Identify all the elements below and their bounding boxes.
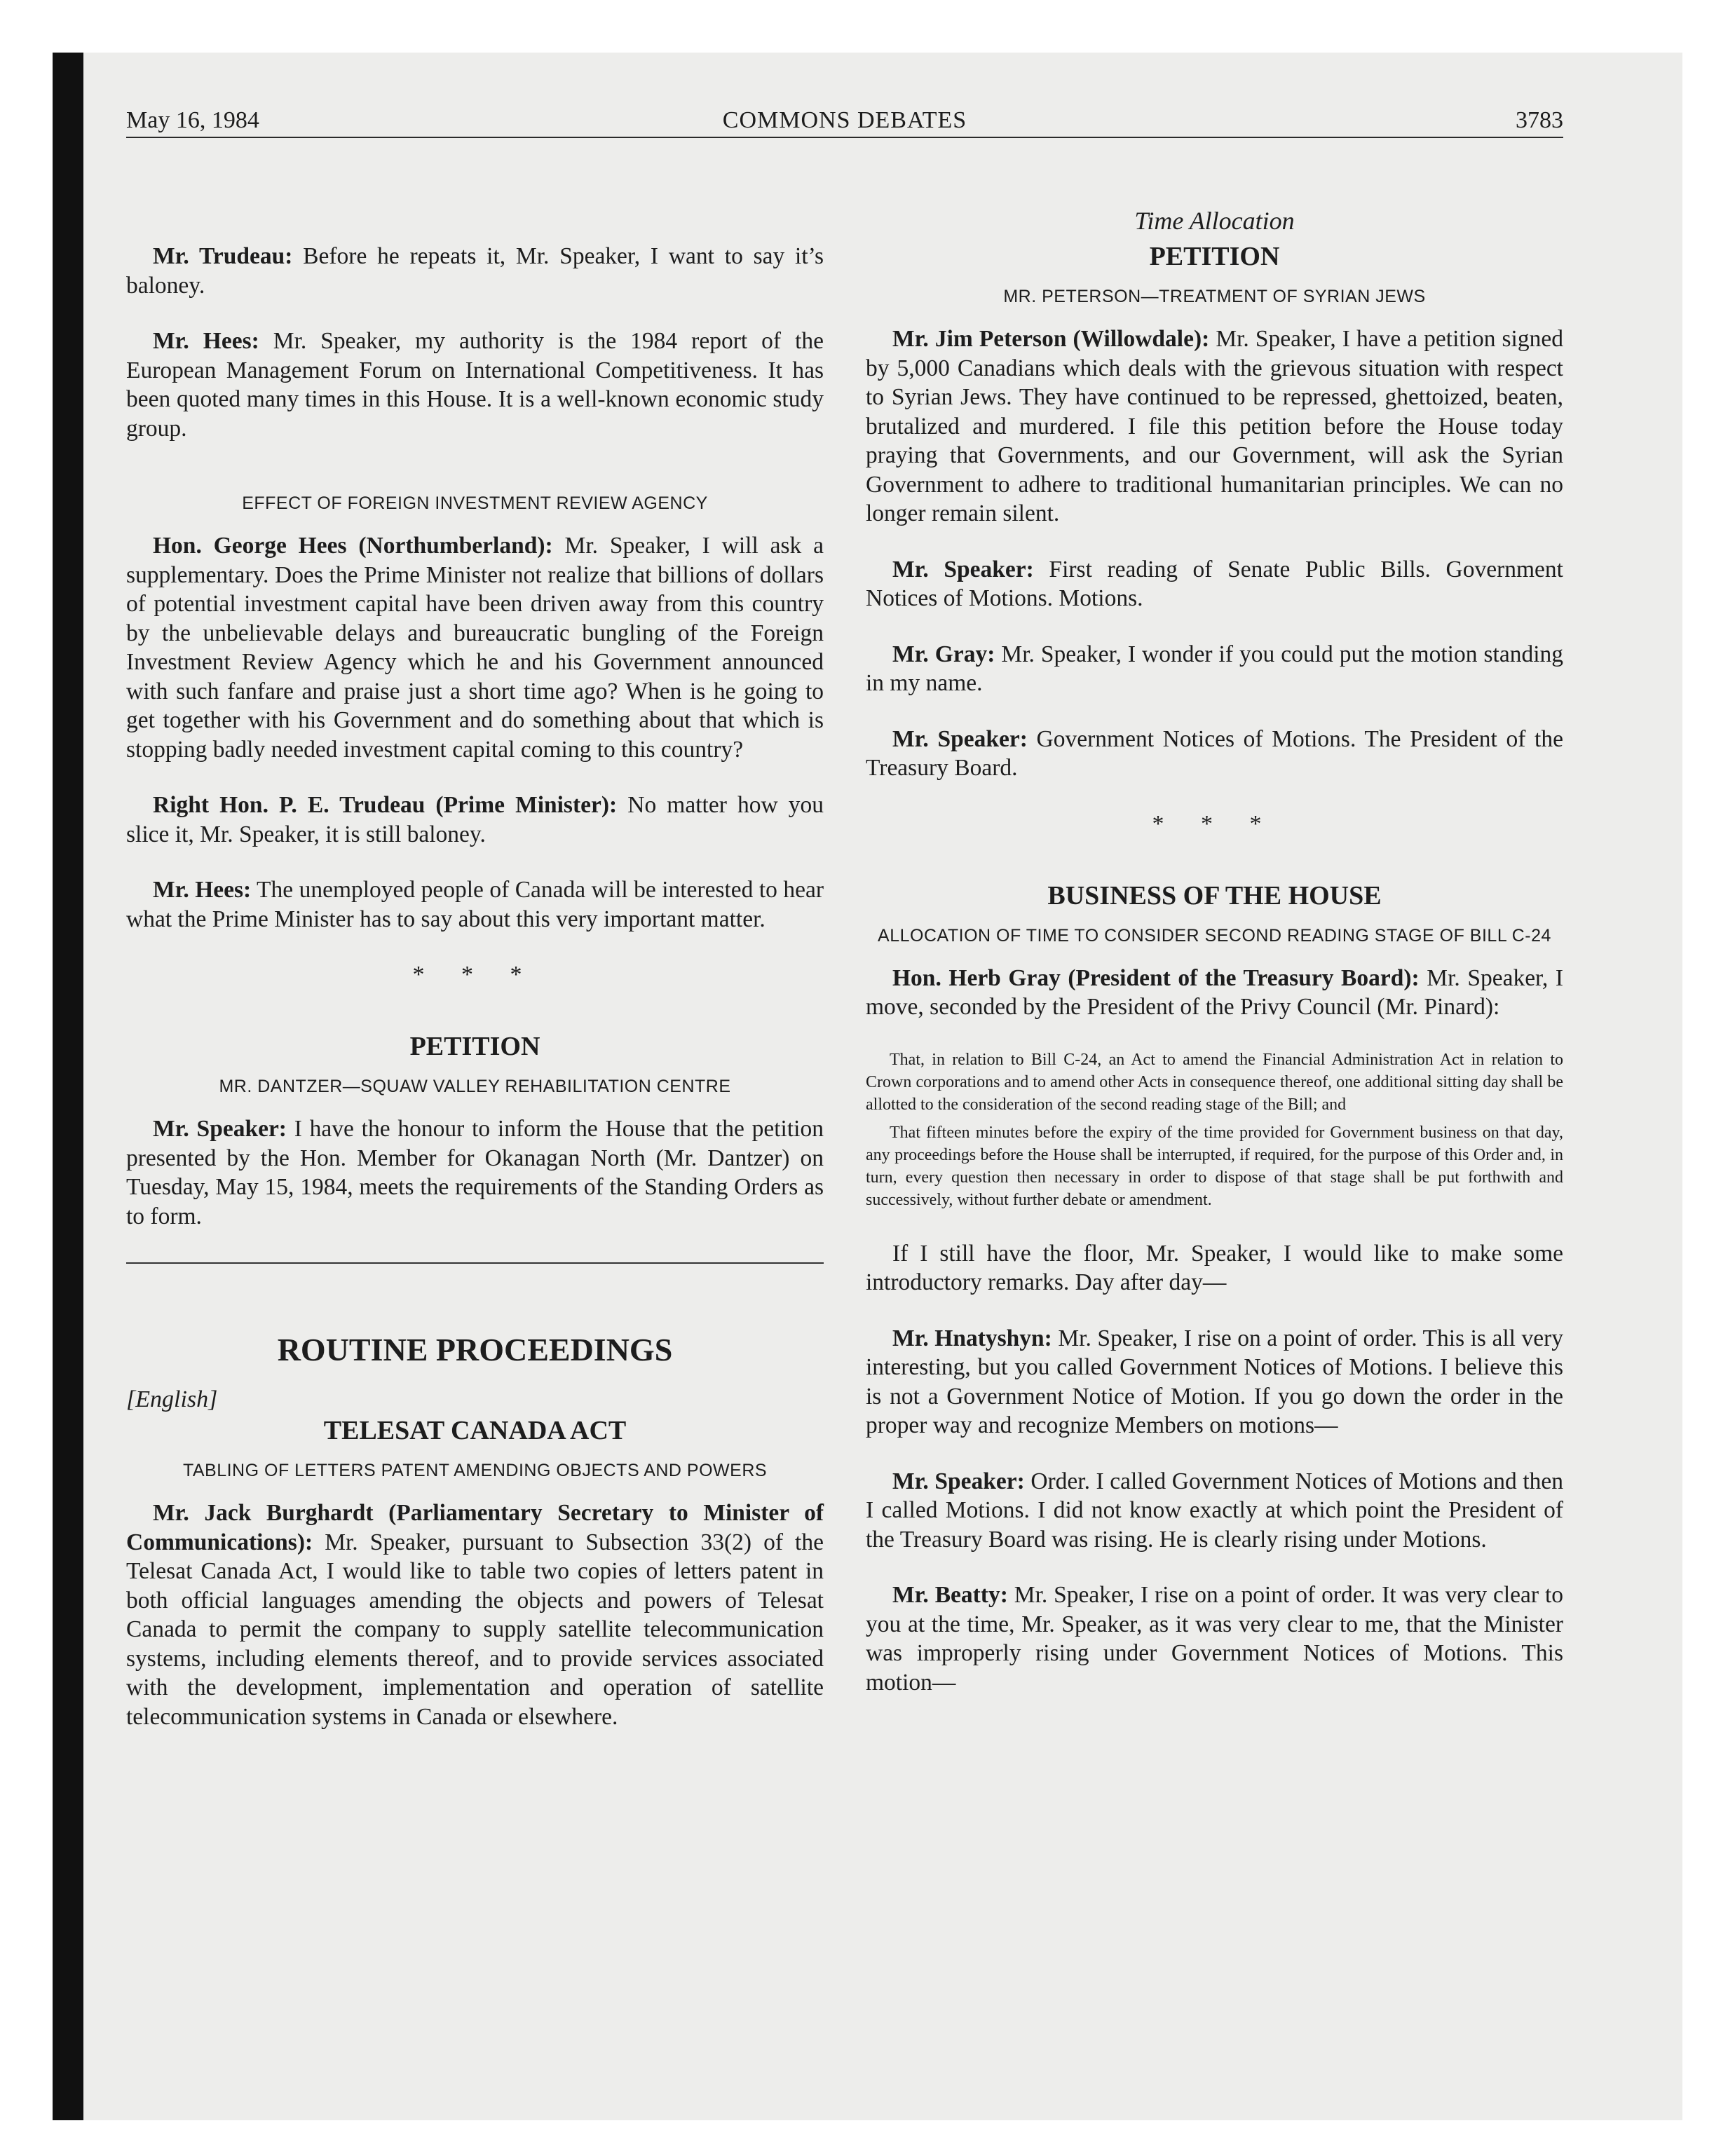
paragraph	[866, 1581, 1563, 1697]
paragraph	[866, 1467, 1563, 1555]
speech-text: I have the honour to inform the House that the petition presented by the Hon. Member for Okanagan North (Mr. Dantzer) on Tuesday, May 15, 1984, meets the requirements of the Standing Orders as to form.	[126, 1116, 824, 1229]
paragraph	[866, 1239, 1563, 1297]
speaker-name: Mr. Gray:	[892, 641, 995, 667]
speaker-name: Hon. Herb Gray (President of the Treasury Board):	[892, 964, 1420, 991]
paragraph	[126, 791, 824, 849]
paragraph	[126, 1114, 824, 1231]
paragraph	[126, 1499, 824, 1731]
section-separator-stars: * * *	[1152, 810, 1277, 837]
motion-text-block	[866, 1049, 1563, 1211]
speech-text: Mr. Speaker, I move, seconded by the President of the Privy Council (Mr. Pinard):	[866, 964, 1563, 1020]
speech-text: Mr. Speaker, my authority is the 1984 report of the European Management Forum on International Competitiveness. It has been quoted many times in this House. It is a well-known economic study group.	[126, 328, 824, 442]
paragraph	[866, 725, 1563, 783]
speaker-name: Mr. Trudeau:	[153, 243, 293, 269]
paragraph	[866, 325, 1563, 528]
speech-text: Order. I called Government Notices of Motions and then I called Motions. I did not know exactly at which point the President of the Treasury Board was rising. He is clearly rising under Motions.	[866, 1468, 1563, 1553]
running-title: Time Allocation	[1134, 207, 1295, 235]
telesat-subhead: TABLING OF LETTERS PATENT AMENDING OBJECTS AND POWERS	[182, 1461, 768, 1480]
section-rule	[126, 1262, 824, 1264]
speaker-name: Mr. Speaker:	[153, 1116, 287, 1142]
left-column	[126, 158, 824, 1758]
speech-text: Mr. Speaker, I will ask a supplementary. Does the Prime Minister not realize that billions of dollars of potential investment capital have been driven away from this country by the unbelievable delays and bureaucratic bungling of the Foreign Investment Review Agency which he and his Government announced with such fanfare and praise just a short time ago? When is he going to get together with his Government and do something about that which is stopping badly needed investment capital coming to this country?	[126, 533, 824, 763]
speaker-name: Mr. Hnatyshyn:	[892, 1325, 1052, 1351]
speech-text: Government Notices of Motions. The President of the Treasury Board.	[866, 725, 1563, 781]
speaker-name: Hon. George Hees (Northumberland):	[153, 533, 553, 559]
page-header	[126, 105, 1563, 136]
speech-text: Mr. Speaker, I rise on a point of order. This is all very interesting, but you called Government Notices of Motions. I believe this is not a Government Notice of Motion. If you go down the order in the proper way and recognize Members on motions—	[866, 1325, 1563, 1438]
speech-text: The unemployed people of Canada will be interested to hear what the Prime Minister has to say about this very important matter.	[126, 877, 824, 932]
speech-text: Mr. Speaker, I wonder if you could put the motion standing in my name.	[866, 641, 1563, 696]
speech-text: Mr. Speaker, I have a petition signed by 5,000 Canadians which deals with the grievous situation with respect to Syrian Jews. They have continued to be repressed, ghettoized, beaten, brutalized and murdered. I file this petition before the House today praying that Governments, and our Government, will ask the Syrian Government to adhere to traditional humanitarian principles. We can no longer remain silent.	[866, 326, 1563, 526]
speaker-name: Mr. Speaker:	[892, 556, 1034, 582]
header-publication: COMMONS DEBATES	[722, 107, 967, 133]
paragraph	[126, 242, 824, 300]
petition-title: PETITION	[1149, 242, 1280, 271]
speaker-name: Mr. Speaker:	[892, 725, 1028, 752]
motion-paragraph: That fifteen minutes before the expiry of the time provided for Government business on that day, any proceedings before the House shall be interrupted, if required, for the purpose of this Order and, in turn, every question then necessary in order to dispose of that stage shall be put forthwith and successively, without further debate or amendment.	[866, 1123, 1563, 1209]
speech-text: Mr. Speaker, pursuant to Subsection 33(2) of the Telesat Canada Act, I would like to table two copies of letters patent in both official languages amending the objects and powers of Telesat Canada to permit the company to supply satellite telecommunication systems, including elements thereof, and to provide services associated with the development, implementation and operation of satellite telecommunication systems in Canada or elsewhere.	[126, 1529, 824, 1730]
speech-text: Before he repeats it, Mr. Speaker, I want to say it’s baloney.	[126, 243, 824, 299]
paragraph	[866, 555, 1563, 613]
speech-text: No matter how you slice it, Mr. Speaker, it is still baloney.	[126, 792, 824, 847]
speech-text: Mr. Speaker, I rise on a point of order. It was very clear to you at the time, Mr. Speaker, as it was very clear to me, that the Minister was improperly rising under Government Notices of Motions. This motion—	[866, 1582, 1563, 1696]
speaker-name: Mr. Speaker:	[892, 1468, 1025, 1494]
business-title: BUSINESS OF THE HOUSE	[1047, 880, 1382, 910]
section-separator-stars: * * *	[412, 962, 538, 988]
speaker-name: Mr. Hees:	[153, 877, 252, 903]
right-column	[866, 158, 1563, 1724]
speaker-name: Mr. Jack Burghardt (Parliamentary Secretary to Minister of Communications):	[126, 1500, 824, 1555]
paragraph	[126, 531, 824, 764]
business-subhead: ALLOCATION OF TIME TO CONSIDER SECOND READING STAGE OF BILL C-24	[878, 925, 1551, 946]
speaker-name: Mr. Hees:	[153, 328, 259, 354]
speech-text: First reading of Senate Public Bills. Government Notices of Motions. Motions.	[866, 556, 1563, 611]
language-tag: [English]	[126, 1386, 218, 1412]
paragraph	[126, 327, 824, 443]
paragraph	[866, 640, 1563, 698]
paragraph	[866, 1324, 1563, 1440]
header-page-number: 3783	[1516, 107, 1563, 133]
routine-proceedings-title: ROUTINE PROCEEDINGS	[277, 1332, 673, 1367]
telesat-title: TELESAT CANADA ACT	[323, 1416, 627, 1445]
paragraph	[866, 964, 1563, 1022]
header-date: May 16, 1984	[126, 107, 259, 133]
speech-text: If I still have the floor, Mr. Speaker, I would like to make some introductory remarks. Day after day—	[866, 1240, 1563, 1295]
petition-title: PETITION	[409, 1032, 540, 1061]
speaker-name: Mr. Beatty:	[892, 1582, 1008, 1608]
scan-edge-bar	[53, 53, 83, 2120]
header-rule	[126, 137, 1563, 138]
speaker-name: Mr. Jim Peterson (Willowdale):	[892, 326, 1210, 352]
section-subhead: EFFECT OF FOREIGN INVESTMENT REVIEW AGENCY	[242, 493, 708, 513]
speaker-name: Right Hon. P. E. Trudeau (Prime Minister):	[153, 792, 618, 818]
petition-subhead: MR. DANTZER—SQUAW VALLEY REHABILITATION CENTRE	[219, 1077, 731, 1096]
paragraph	[126, 875, 824, 934]
motion-paragraph: That, in relation to Bill C-24, an Act to amend the Financial Administration Act in relation to Crown corporations and to amend other Acts in consequence thereof, one additional sitting day shall be allotted to the consideration of the second reading stage of the Bill; and	[866, 1050, 1563, 1114]
petition-subhead: MR. PETERSON—TREATMENT OF SYRIAN JEWS	[1003, 287, 1426, 306]
